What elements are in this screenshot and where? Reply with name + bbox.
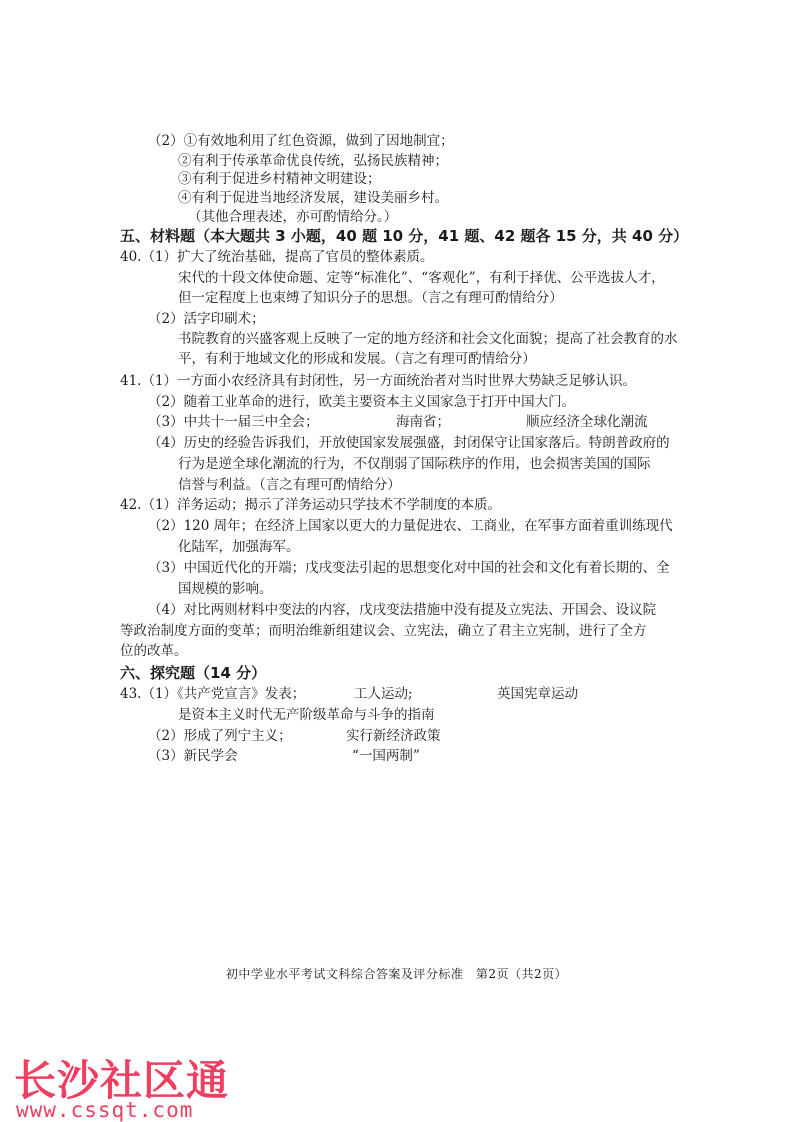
answer-line: （3）中共十一届三中全会； [148, 414, 319, 430]
answer-line: 行为是逆全球化潮流的行为，不仅削弱了国际秩序的作用，也会损害美国的国际 [178, 456, 651, 472]
answer-line: 化陆军，加强海军。 [178, 539, 300, 555]
answer-line: 实行新经济政策 [346, 728, 441, 744]
answer-line: 工人运动; [354, 686, 413, 702]
answer-line: 海南省； [396, 414, 450, 430]
answer-line: 43.（1）《共产党宣言》发表； [120, 686, 306, 702]
answer-line: （2）120 周年；在经济上国家以更大的力量促进农、工商业，在军事方面着重训练现代 [148, 518, 673, 534]
answer-line: ③有利于促进乡村精神文明建设； [178, 171, 381, 187]
answer-note: （其他合理表述，亦可酌情给分。） [188, 209, 398, 225]
answer-line: 国规模的影响。 [178, 581, 273, 597]
watermark-logo: 长沙社区通 [14, 1056, 230, 1105]
page-footer: 初中学业水平考试文科综合答案及评分标准 第2页（共2页） [225, 967, 568, 981]
watermark-url: www.cssqt.com [16, 1098, 194, 1122]
answer-line: 信誉与利益。（言之有理可酌情给分） [178, 477, 401, 493]
answer-line: 英国宪章运动 [497, 686, 578, 702]
answer-line: 42.（1）洋务运动；揭示了洋务运动只学技术不学制度的本质。 [120, 497, 502, 513]
answer-line: （2）形成了列宁主义； [148, 728, 292, 744]
answer-line: ④有利于促进当地经济发展，建设美丽乡村。 [178, 190, 448, 206]
answer-line: 顺应经济全球化潮流 [526, 414, 648, 430]
answer-line: （2）随着工业革命的进行，欧美主要资本主义国家急于打开中国大门。 [148, 394, 576, 410]
answer-line: （4）对比两则材料中变法的内容，戊戌变法措施中没有提及立宪法、开国会、设议院 [148, 602, 657, 618]
answer-line: （4）历史的经验告诉我们，开放使国家发展强盛，封闭保守让国家落后。特朗普政府的 [148, 435, 670, 451]
answer-line: 但一定程度上也束缚了知识分子的思想。（言之有理可酌情给分） [178, 290, 563, 306]
answer-line: 宋代的十段文体使命题、定等“标准化”、“客观化”，有利于择优、公平选拔人才， [178, 270, 665, 286]
answer-line: 等政治制度方面的变革；而明治维新组建议会、立宪法，确立了君主立宪制，进行了全方 [120, 623, 647, 639]
answer-line: 40.（1）扩大了统治基础，提高了官员的整体素质。 [120, 249, 434, 265]
answer-line: （2）①有效地利用了红色资源，做到了因地制宜； [148, 133, 454, 149]
answer-line: （3）新民学会 [148, 748, 238, 764]
section-heading: 五、材料题（本大题共 3 小题，40 题 10 分，41 题、42 题各 15 分，共 40 分） [120, 227, 689, 245]
answer-line: “一国两制” [352, 748, 420, 764]
answer-line: 41.（1）一方面小农经济具有封闭性，另一方面统治者对当时世界大势缺乏足够认识。 [120, 373, 637, 389]
answer-line: 平，有利于地域文化的形成和发展。（言之有理可酌情给分） [178, 351, 536, 367]
answer-line: ②有利于传承革命优良传统，弘扬民族精神； [178, 153, 448, 169]
answer-line: （3）中国近代化的开端；戊戌变法引起的思想变化对中国的社会和文化有着长期的、全 [148, 560, 670, 576]
answer-line: 是资本主义时代无产阶级革命与斗争的指南 [178, 707, 435, 723]
answer-line: （2）活字印刷术； [148, 311, 265, 327]
answer-line: 位的改革。 [120, 643, 188, 659]
section-heading: 六、探究题（14 分） [120, 664, 267, 682]
answer-line: 书院教育的兴盛客观上反映了一定的地方经济和社会文化面貌；提高了社会教育的水 [178, 331, 678, 347]
